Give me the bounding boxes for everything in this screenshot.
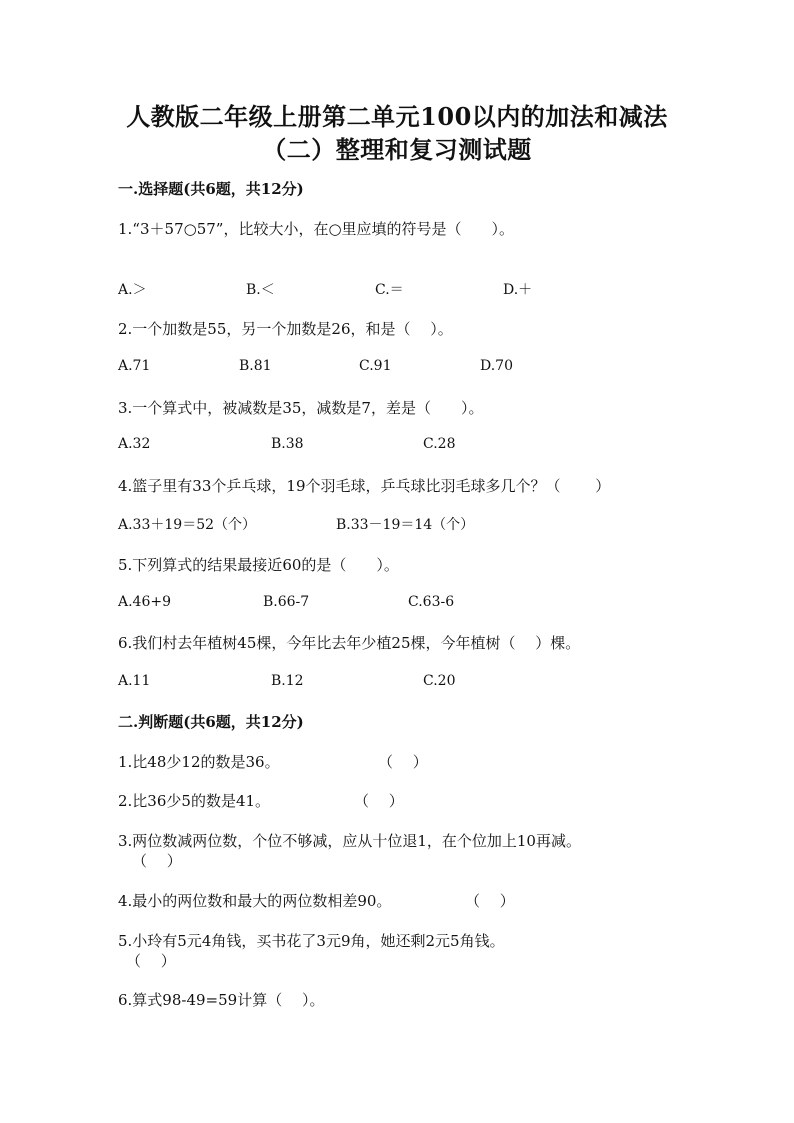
option-c: C.＝ (375, 282, 404, 298)
question-text: 5.小玲有5元4角钱，买书花了3元9角，她还剩2元5角钱。 (118, 932, 505, 950)
answer-blank: （ ） (126, 952, 176, 970)
question-text: 3.一个算式中，被减数是35，减数是7，差是（ ）。 (118, 399, 484, 417)
option-c: C.63-6 (408, 594, 455, 610)
option-a: A.33＋19＝52（个） (118, 517, 257, 533)
option-b: B.38 (271, 436, 304, 452)
question-text: 3.两位数减两位数，个位不够减，应从十位退1，在个位加上10再减。 (118, 832, 581, 850)
page-subtitle: （二）整理和复习测试题 (262, 135, 532, 164)
page-title: 人教版二年级上册第二单元100以内的加法和减法 (126, 102, 668, 131)
question-text: 6.我们村去年植树45棵，今年比去年少植25棵，今年植树（ ）棵。 (118, 634, 581, 652)
option-a: A.46+9 (118, 594, 172, 610)
option-a: A.＞ (118, 282, 147, 298)
question-text: 5.下列算式的结果最接近60的是（ ）。 (118, 556, 399, 574)
question-text: 2.比36少5的数是41。 (118, 792, 271, 810)
option-b: B.12 (271, 673, 304, 689)
option-b: B.＜ (246, 282, 275, 298)
question-text: 4.篮子里有33个乒乓球，19个羽毛球，乒乓球比羽毛球多几个？（ ） (118, 477, 611, 495)
option-b: B.66-7 (263, 594, 310, 610)
option-d: D.＋ (503, 282, 533, 298)
section-heading-judgement: 二.判断题(共6题，共12分) (118, 713, 304, 731)
option-b: B.81 (239, 358, 272, 374)
question-text: 2.一个加数是55，另一个加数是26，和是（ ）。 (118, 320, 453, 338)
answer-blank: （ ） (132, 852, 182, 870)
option-c: C.91 (359, 358, 392, 374)
option-d: D.70 (480, 358, 513, 374)
question-text: 1.“3＋57○57”，比较大小，在○里应填的符号是（ ）。 (118, 220, 515, 238)
option-c: C.28 (423, 436, 456, 452)
option-a: A.11 (118, 673, 151, 689)
question-text: 4.最小的两位数和最大的两位数相差90。 (118, 892, 392, 910)
option-c: C.20 (423, 673, 456, 689)
option-a: A.71 (118, 358, 151, 374)
answer-blank: （ ） (354, 792, 404, 810)
option-a: A.32 (118, 436, 151, 452)
section-heading-choice: 一.选择题(共6题，共12分) (118, 180, 304, 198)
answer-blank: （ ） (378, 753, 428, 771)
question-text: 6.算式98-49=59计算（ ）。 (118, 991, 325, 1009)
option-b: B.33－19＝14（个） (336, 517, 475, 533)
answer-blank: （ ） (465, 892, 515, 910)
question-text: 1.比48少12的数是36。 (118, 753, 280, 771)
